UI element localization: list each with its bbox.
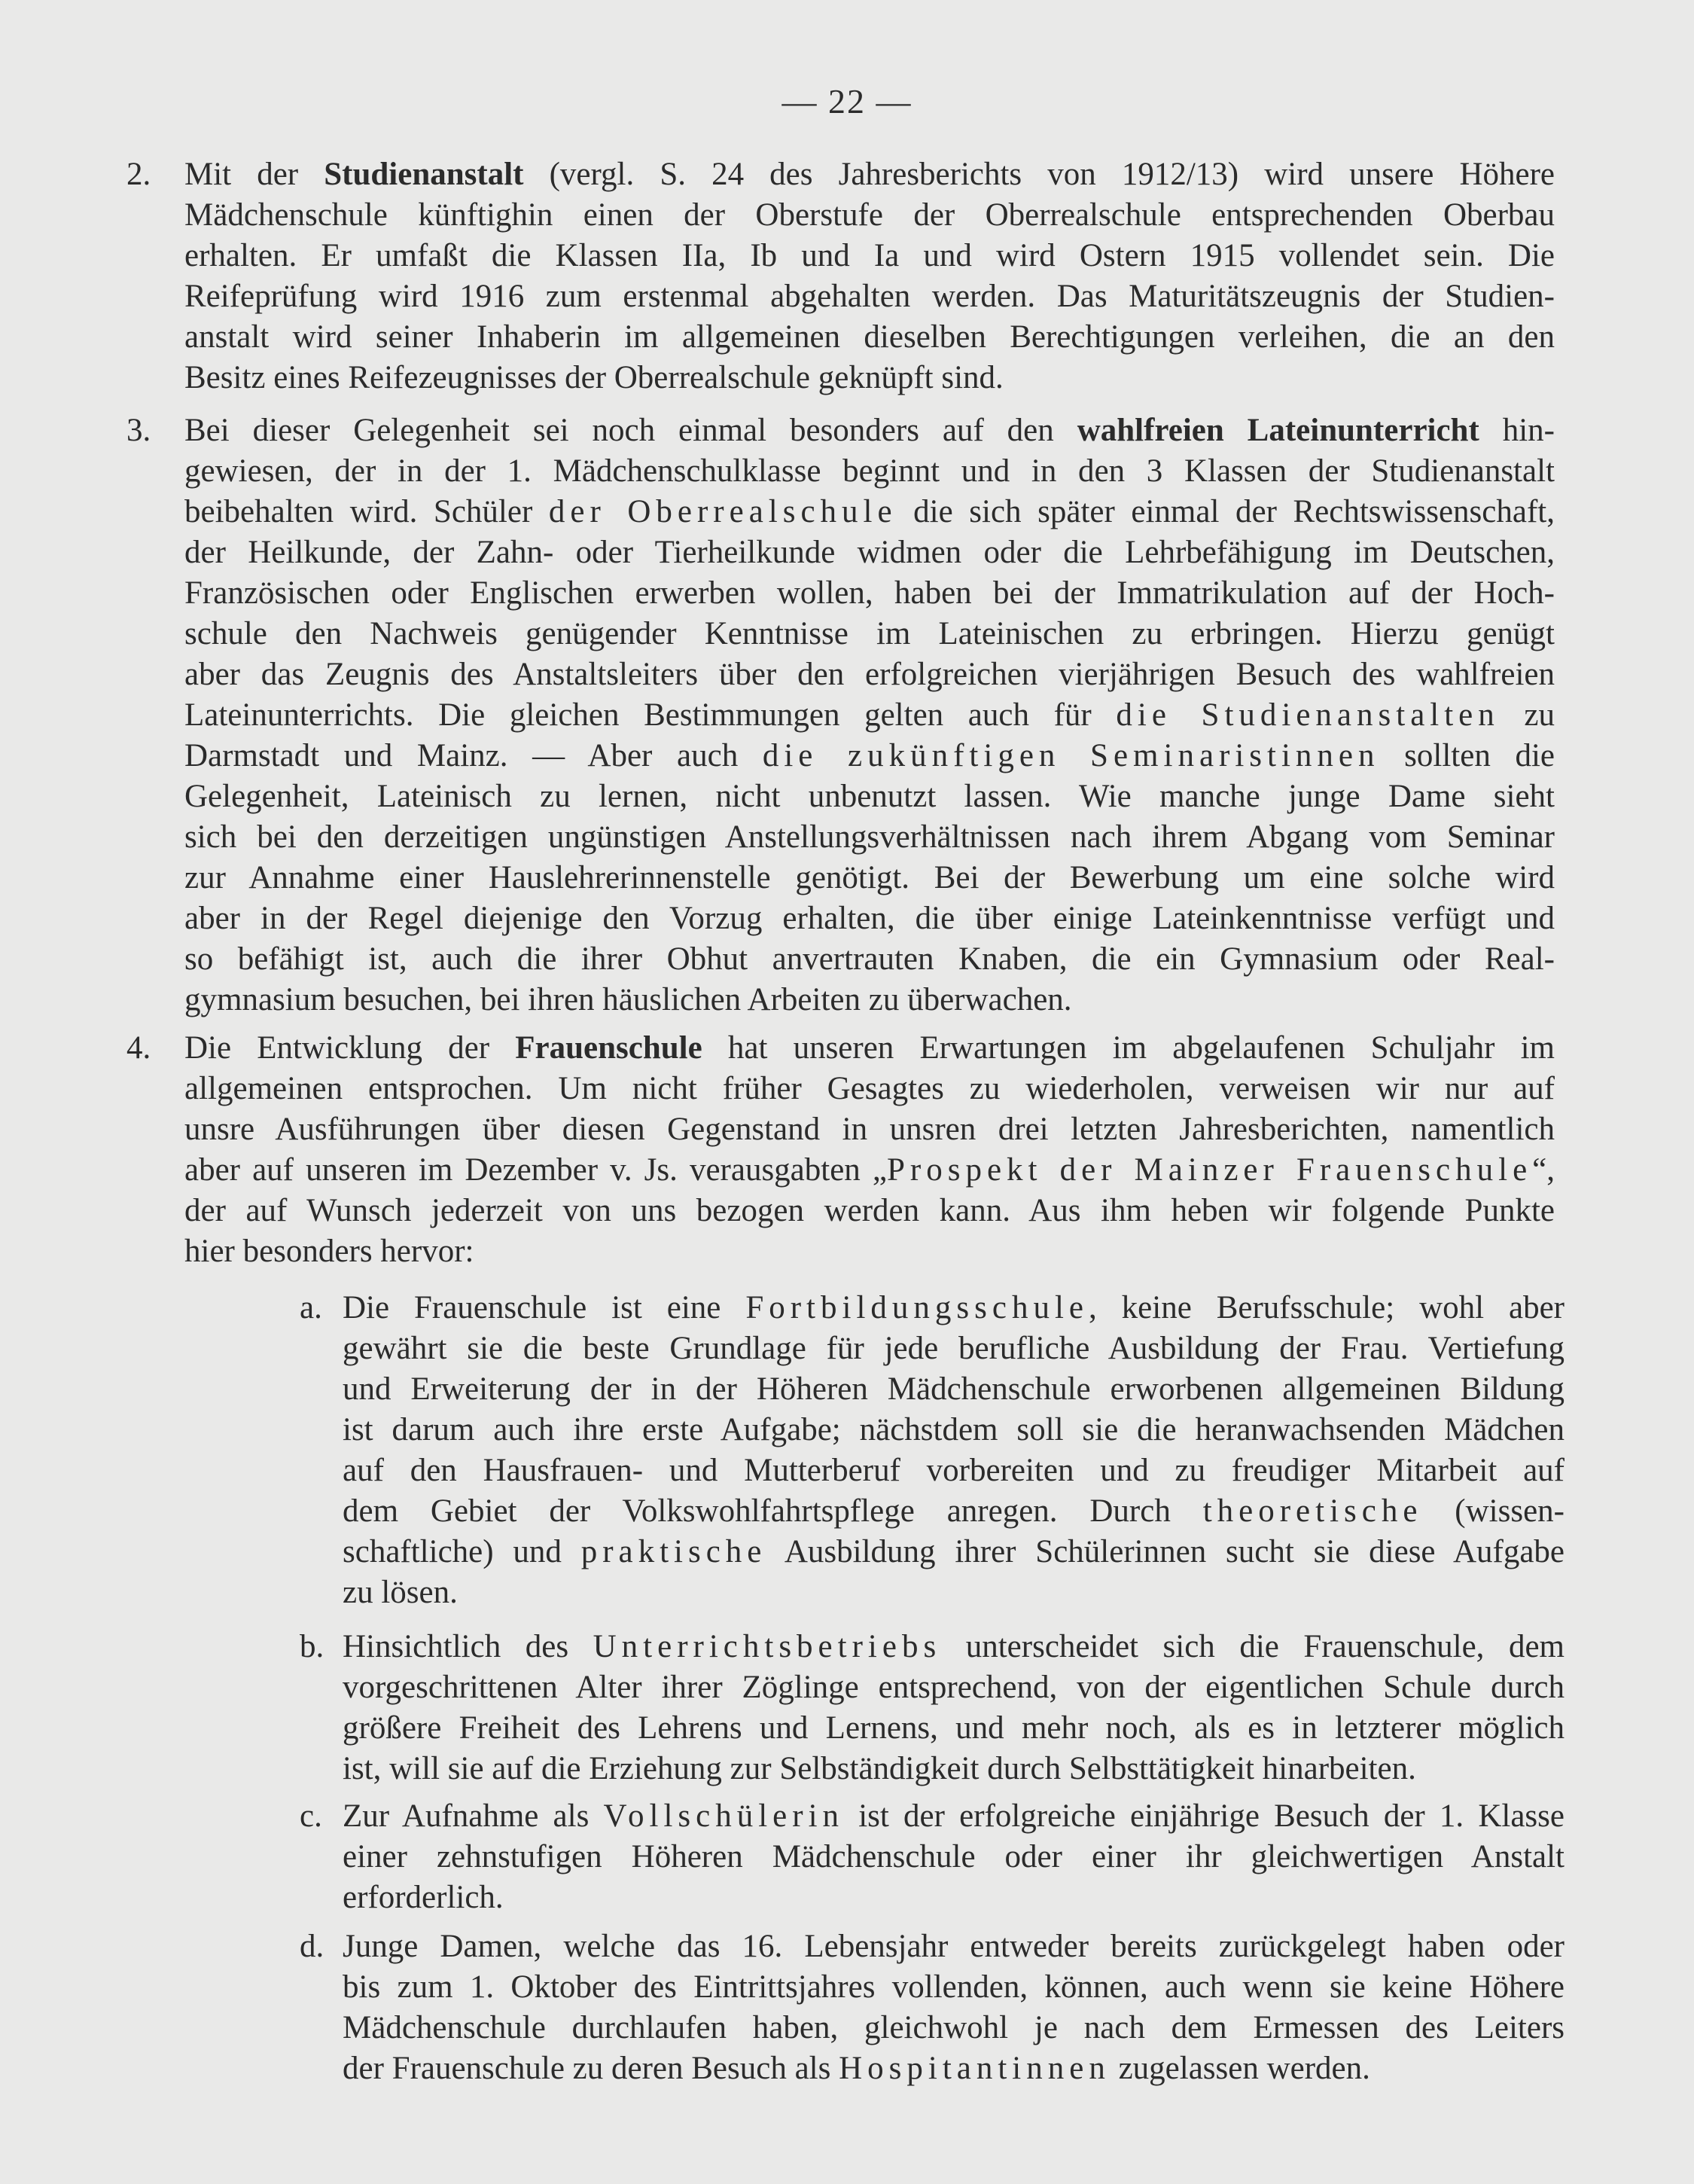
text-run: Mädchenschule durchlaufen haben, gleichwohl je nach dem Ermessen des Leiters <box>343 2010 1565 2045</box>
text-run: aber in der Regel diejenige den Vorzug erhalten, die über einige Lateinkenntnisse verfügt und <box>184 901 1555 936</box>
text-run: sich bei den derzeitigen ungünstigen Anstellungsverhältnissen nach ihrem Abgang vom Seminar <box>184 819 1555 855</box>
text-run: dem Gebiet der Volkswohlfahrtspflege anregen. Durch <box>343 1493 1203 1529</box>
text-run: gewährt sie die beste Grundlage für jede berufliche Ausbildung der Frau. Vertiefung <box>343 1331 1565 1366</box>
text-run: unsre Ausführungen über diesen Gegenstand in unsren drei letzten Jahresberichten, namentlich <box>184 1112 1555 1147</box>
text-line <box>184 358 1555 398</box>
spaced-emphasis: Prospekt der Mainzer Frauenschule <box>886 1152 1533 1188</box>
section-marker: 3. <box>126 413 151 448</box>
text-run: Junge Damen, welche das 16. Lebensjahr entweder bereits zurückgelegt haben oder <box>343 1929 1565 1964</box>
text-line <box>343 1450 1565 1491</box>
text-run: sollten die <box>1379 738 1555 773</box>
spaced-emphasis: die zukünftigen Seminaristinnen <box>762 738 1380 773</box>
spaced-emphasis: Hospitantinnen <box>839 2051 1111 2086</box>
text-line <box>184 898 1555 939</box>
text-run: der Frauenschule zu deren Besuch als <box>343 2051 839 2086</box>
text-line <box>184 451 1555 492</box>
text-run: der auf Wunsch jederzeit von uns bezogen werden kann. Aus ihm heben wir folgende Punkte <box>184 1193 1555 1228</box>
text-line <box>184 317 1555 358</box>
text-run: schaftliche) und <box>343 1534 581 1569</box>
text-run: auf den Hausfrauen- und Mutterberuf vorbereiten und zu freudiger Mitarbeit auf <box>343 1453 1565 1488</box>
spaced-emphasis: theoretische <box>1202 1493 1423 1529</box>
text-line <box>343 1572 1565 1613</box>
text-run: ist, will sie auf die Erziehung zur Selbständigkeit durch Selbsttätigkeit hinarbeiten. <box>343 1751 1416 1786</box>
text-line <box>343 2008 1565 2048</box>
text-line <box>184 276 1555 317</box>
text-line <box>184 695 1555 736</box>
text-line <box>184 154 1555 195</box>
text-line <box>343 1369 1565 1410</box>
text-line <box>343 1667 1565 1708</box>
text-run: Zur Aufnahme als <box>343 1798 604 1834</box>
text-run: gewiesen, der in der 1. Mädchenschulklasse beginnt und in den 3 Klassen der Studienanstalt <box>184 453 1555 489</box>
text-line <box>184 980 1555 1020</box>
text-line <box>184 817 1555 858</box>
text-run: Bei dieser Gelegenheit sei noch einmal besonders auf den <box>184 413 1077 448</box>
section-marker: 2. <box>126 157 151 192</box>
text-run: hier besonders hervor: <box>184 1234 474 1269</box>
text-line <box>184 776 1555 817</box>
text-line <box>184 1191 1555 1231</box>
bold-term: Studienanstalt <box>324 157 524 192</box>
page-number: — 22 — <box>781 82 913 120</box>
text-line <box>343 1491 1565 1532</box>
text-run: Mädchenschule künftighin einen der Oberstufe der Oberrealschule entsprechenden Oberbau <box>184 197 1555 233</box>
text-line <box>343 1967 1565 2008</box>
text-line <box>184 195 1555 236</box>
text-run: (vergl. S. 24 des Jahresberichts von 1912/13) wird unsere Höhere <box>523 157 1555 192</box>
subsection-marker: c. <box>300 1798 322 1834</box>
text-run: Ausbildung ihrer Schülerinnen sucht sie diese Aufgabe <box>766 1534 1565 1569</box>
text-run: einer zehnstufigen Höheren Mädchenschule oder einer ihr gleichwertigen Anstalt <box>343 1839 1565 1874</box>
text-line <box>343 1749 1565 1789</box>
text-run: Hinsichtlich des <box>343 1629 593 1664</box>
text-run: die sich später einmal der Rechtswissenschaft, <box>897 494 1555 529</box>
text-run: gymnasium besuchen, bei ihren häuslichen Arbeiten zu überwachen. <box>184 982 1072 1017</box>
text-run: Gelegenheit, Lateinisch zu lernen, nicht unbenutzt lassen. Wie manche junge Dame sieht <box>184 779 1555 814</box>
subsection-marker: a. <box>300 1290 322 1325</box>
text-run: unterscheidet sich die Frauenschule, dem <box>941 1629 1565 1664</box>
text-run: zu <box>1499 697 1555 733</box>
spaced-emphasis: der Oberrealschule <box>548 494 897 529</box>
text-line <box>184 532 1555 573</box>
text-run: Mit der <box>184 157 324 192</box>
text-run: hin- <box>1479 413 1555 448</box>
text-line <box>343 2048 1565 2089</box>
text-line <box>184 1231 1555 1272</box>
subsection-marker: d. <box>300 1929 324 1964</box>
text-run: anstalt wird seiner Inhaberin im allgemeinen dieselben Berechtigungen verleihen, die an den <box>184 319 1555 355</box>
text-run: Besitz eines Reifezeugnisses der Oberrealschule geknüpft sind. <box>184 360 1004 395</box>
text-line <box>343 1627 1565 1667</box>
text-run: so befähigt ist, auch die ihrer Obhut anvertrauten Knaben, die ein Gymnasium oder Real- <box>184 941 1555 977</box>
text-run: ist der erfolgreiche einjährige Besuch der 1. Klasse <box>844 1798 1565 1834</box>
text-line <box>343 1532 1565 1572</box>
text-run: Darmstadt und Mainz. — Aber auch <box>184 738 763 773</box>
text-line <box>343 1877 1565 1918</box>
text-line <box>184 492 1555 532</box>
section-marker: 4. <box>126 1030 151 1066</box>
text-run: ist darum auch ihre erste Aufgabe; nächstdem soll sie die heranwachsenden Mädchen <box>343 1412 1565 1447</box>
text-run: erforderlich. <box>343 1880 504 1915</box>
text-run: , keine Berufsschule; wohl aber <box>1088 1290 1565 1325</box>
spaced-emphasis: Unterrichtsbetriebs <box>593 1629 942 1664</box>
text-run: zur Annahme einer Hauslehrerinnenstelle genötigt. Bei der Bewerbung um eine solche wird <box>184 860 1555 895</box>
text-run: allgemeinen entsprochen. Um nicht früher Gesagtes zu wiederholen, verweisen wir nur auf <box>184 1071 1555 1106</box>
text-run: bis zum 1. Oktober des Eintrittsjahres vollenden, können, auch wenn sie keine Höhere <box>343 1969 1565 2005</box>
text-line <box>343 1410 1565 1450</box>
spaced-emphasis: Vollschülerin <box>603 1798 845 1834</box>
text-run: zu lösen. <box>343 1575 458 1610</box>
text-run: zugelassen werden. <box>1110 2051 1370 2086</box>
text-run: größere Freiheit des Lehrens und Lernens, und mehr noch, als es in letzterer möglich <box>343 1710 1565 1746</box>
text-line <box>343 1288 1565 1328</box>
text-run: Reifeprüfung wird 1916 zum erstenmal abgehalten werden. Das Maturitätszeugnis der Studien- <box>184 279 1555 314</box>
text-line <box>343 1796 1565 1837</box>
text-run: Die Entwicklung der <box>184 1030 516 1066</box>
text-line <box>184 410 1555 451</box>
text-run: und Erweiterung der in der Höheren Mädchenschule erworbenen allgemeinen Bildung <box>343 1371 1565 1407</box>
spaced-emphasis: die Studienanstalten <box>1116 697 1500 733</box>
text-line <box>184 939 1555 980</box>
bold-term: Frauenschule <box>515 1030 702 1066</box>
text-line <box>184 1109 1555 1150</box>
text-line <box>184 1150 1555 1191</box>
text-line <box>184 236 1555 276</box>
text-line <box>343 1926 1565 1967</box>
text-run: vorgeschrittenen Alter ihrer Zöglinge entsprechend, von der eigentlichen Schule durch <box>343 1670 1565 1705</box>
text-run: aber auf unseren im Dezember v. Js. verausgabten „ <box>184 1152 887 1188</box>
text-run: (wissen- <box>1422 1493 1565 1529</box>
spaced-emphasis: Fortbildungsschule <box>745 1290 1089 1325</box>
text-line <box>184 654 1555 695</box>
text-run: der Heilkunde, der Zahn- oder Tierheilkunde widmen oder die Lehrbefähigung im Deutschen, <box>184 535 1555 570</box>
text-line <box>343 1328 1565 1369</box>
text-line <box>184 1028 1555 1069</box>
text-line <box>343 1708 1565 1749</box>
text-run: beibehalten wird. Schüler <box>184 494 549 529</box>
text-run: schule den Nachweis genügender Kenntnisse im Lateinischen zu erbringen. Hierzu genügt <box>184 616 1555 651</box>
text-line <box>184 858 1555 898</box>
text-line <box>184 614 1555 654</box>
spaced-emphasis: praktische <box>580 1534 767 1569</box>
text-run: Französischen oder Englischen erwerben wollen, haben bei der Immatrikulation auf der Hoch- <box>184 575 1555 611</box>
text-run: “, <box>1532 1152 1555 1188</box>
text-run: aber das Zeugnis des Anstaltsleiters über den erfolgreichen vierjährigen Besuch des wahlfreien <box>184 657 1555 692</box>
text-run: erhalten. Er umfaßt die Klassen IIa, Ib und Ia und wird Ostern 1915 vollendet sein. Die <box>184 238 1555 273</box>
text-line <box>184 573 1555 614</box>
text-run: hat unseren Erwartungen im abgelaufenen Schuljahr im <box>702 1030 1555 1066</box>
text-line <box>184 736 1555 776</box>
text-line <box>343 1837 1565 1877</box>
text-run: Lateinunterrichts. Die gleichen Bestimmungen gelten auch für <box>184 697 1117 733</box>
bold-term: wahlfreien Lateinunterricht <box>1077 413 1479 448</box>
text-line <box>184 1069 1555 1109</box>
subsection-marker: b. <box>300 1629 324 1664</box>
text-run: Die Frauenschule ist eine <box>343 1290 746 1325</box>
